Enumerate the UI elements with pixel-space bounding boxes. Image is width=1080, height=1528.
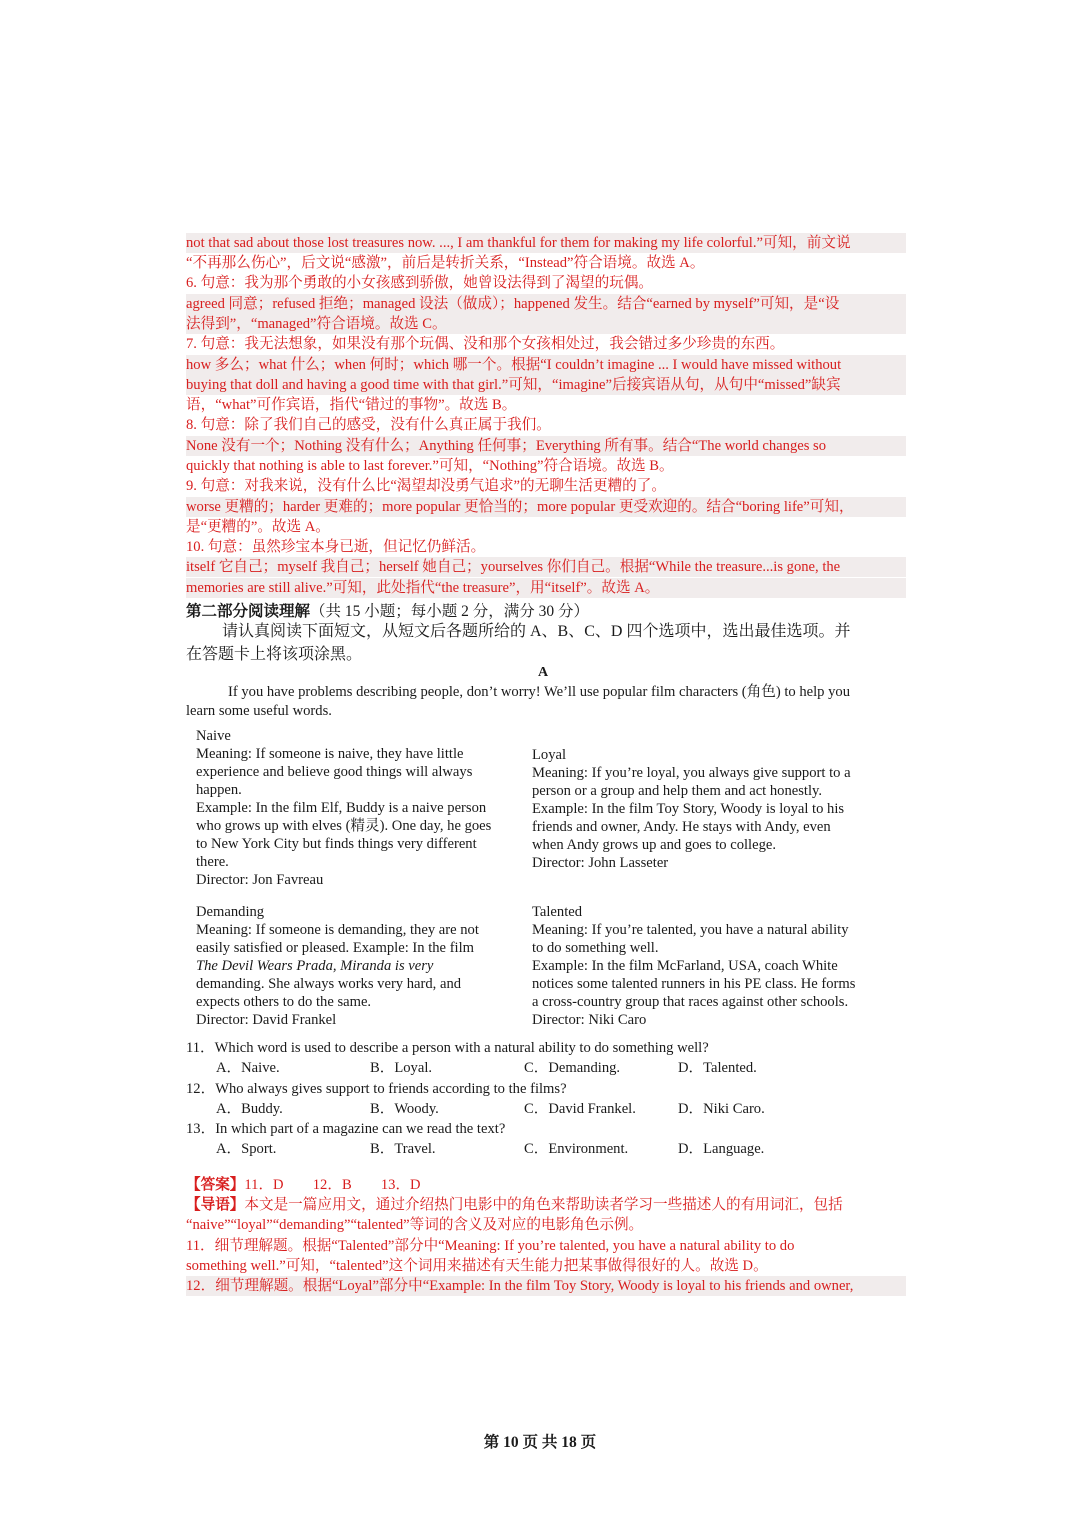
card-line: easily satisfied or pleased. Example: In the film: [196, 940, 475, 956]
option-d: D．Language.: [678, 1141, 765, 1157]
option-a: A．Buddy.: [216, 1101, 283, 1117]
option-a: A．Naive.: [216, 1060, 280, 1076]
card-line: expects others to do the same.: [196, 994, 372, 1010]
question-13-stem: 13．In which part of a magazine can we read the text?: [186, 1121, 506, 1137]
card-line: demanding. She always works very hard, and: [196, 976, 462, 992]
passage-letter: A: [538, 665, 549, 680]
card-line: Example: In the film Elf, Buddy is a naive person: [196, 800, 487, 816]
option-b: B．Woody.: [370, 1101, 439, 1117]
card-talented: [532, 903, 855, 1029]
answer-text: 11．D 12．B 13．D: [244, 1177, 421, 1193]
card-line: there.: [196, 854, 229, 870]
page-number: 第 10 页 共 18 页: [483, 1434, 597, 1451]
explanation-11: something well.”可知，“talented”这个词用来描述有天生能力把某事做得很好的人。故选 D。: [186, 1258, 768, 1274]
card-line: a cross-country group that races against other schools.: [532, 994, 849, 1010]
question-11-stem: 11．Which word is used to describe a person with a natural ability to do something well?: [186, 1040, 709, 1056]
card-line: Meaning: If someone is demanding, they are not: [196, 922, 479, 938]
guide-line: “naive”“loyal”“demanding”“talented”等词的含义及对应的电影角色示例。: [186, 1217, 644, 1233]
question-12-options: [216, 1097, 916, 1118]
explanation-line: None 没有一个；Nothing 没有什么；Anything 任何事；Everything 所有事。结合“The world changes so: [186, 436, 906, 456]
option-b: B．Loyal.: [370, 1060, 433, 1076]
section-title-text: 第二部分阅读理解: [186, 603, 311, 620]
explanation-12: 12．细节理解题。根据“Loyal”部分中“Example: In the film Toy Story, Woody is loyal to his friends and owner,: [186, 1276, 906, 1296]
card-line: Meaning: If someone is naive, they have little: [196, 746, 464, 762]
explanation-line: agreed 同意；refused 拒绝；managed 设法（做成）；happened 发生。结合“earned by myself”可知，是“设: [186, 294, 906, 314]
intro-line: If you have problems describing people, don’t worry! We’ll use popular film characters (角色) to help you: [228, 684, 850, 700]
card-line: when Andy grows up and goes to college.: [532, 837, 776, 853]
explanation-line: not that sad about those lost treasures now. ..., I am thankful for them for making my life colorful.”可知，前文说: [186, 233, 906, 253]
explanation-line: 法得到”，“managed”符合语境。故选 C。: [186, 314, 906, 334]
card-heading: Talented: [532, 904, 583, 920]
card-loyal: [532, 746, 851, 872]
section-note: （共 15 小题；每小题 2 分，满分 30 分）: [310, 603, 590, 620]
guide-label: 【导语】: [186, 1197, 245, 1213]
card-line: Example: In the film Toy Story, Woody is loyal to his: [532, 801, 845, 817]
explanation-line: buying that doll and having a good time with that girl.”可知，“imagine”后接宾语从句，从句中“missed”缺宾: [186, 375, 906, 395]
option-c: C．Demanding.: [524, 1060, 621, 1076]
explanation-line: 10. 句意：虽然珍宝本身已逝，但记忆仍鲜活。: [186, 539, 486, 555]
card-demanding: [196, 903, 479, 1029]
passage-intro: [186, 683, 906, 721]
explanation-line: 语，“what”可作宾语，指代“错过的事物”。故选 B。: [186, 397, 517, 413]
guide-line: [186, 1195, 906, 1215]
question-11-options: [216, 1056, 916, 1077]
explanation-line: itself 它自己；myself 我自己；herself 她自己；yourselves 你们自己。根据“While the treasure...is gone, the: [186, 557, 906, 577]
card-line: who grows up with elves (精灵). One day, he goes: [196, 818, 492, 834]
explanation-line: 8. 句意：除了我们自己的感受，没有什么真正属于我们。: [186, 417, 551, 433]
card-line: Meaning: If you’re talented, you have a natural ability: [532, 922, 849, 938]
explanation-line: quickly that nothing is able to last forever.”可知，“Nothing”符合语境。故选 B。: [186, 458, 674, 474]
card-heading: Demanding: [196, 904, 265, 920]
answer-label: 【答案】: [186, 1177, 245, 1193]
card-line: Director: David Frankel: [196, 1012, 337, 1028]
card-line: person or a group and help them and act honestly.: [532, 783, 823, 799]
card-line: Director: Niki Caro: [532, 1012, 647, 1028]
card-line: friends and owner, Andy. He stays with Andy, even: [532, 819, 831, 835]
card-line: to New York City but finds things very different: [196, 836, 477, 852]
card-naive: [196, 727, 491, 889]
option-c: C．Environment.: [524, 1141, 629, 1157]
answer-line: [186, 1175, 906, 1195]
option-c: C．David Frankel.: [524, 1101, 636, 1117]
question-12-stem: 12．Who always gives support to friends according to the films?: [186, 1081, 567, 1097]
card-heading: Naive: [196, 728, 231, 744]
option-d: D．Talented.: [678, 1060, 757, 1076]
instruction-line: 在答题卡上将该项涂黑。: [186, 646, 363, 663]
card-line: The Devil Wears Prada, Miranda is very: [196, 958, 434, 974]
card-line: Example: In the film McFarland, USA, coach White: [532, 958, 838, 974]
card-line: experience and believe good things will always: [196, 764, 473, 780]
intro-line: learn some useful words.: [186, 703, 332, 719]
explanation-line: how 多么；what 什么；when 何时；which 哪一个。根据“I couldn’t imagine ... I would have missed without: [186, 355, 906, 375]
explanation-line: 6. 句意：我为那个勇敢的小女孩感到骄傲，她曾设法得到了渴望的玩偶。: [186, 275, 654, 291]
explanation-line: “不再那么伤心”，后文说“感激”，前后是转折关系，“Instead”符合语境。故选 A。: [186, 255, 705, 271]
explanation-line: memories are still alive.”可知，此处指代“the treasure”，用“itself”。故选 A。: [186, 578, 906, 598]
card-line: happen.: [196, 782, 242, 798]
section-instruction: [186, 620, 906, 666]
option-d: D．Niki Caro.: [678, 1101, 765, 1117]
explanation-line: 是“更糟的”。故选 A。: [186, 519, 330, 535]
card-heading: Loyal: [532, 747, 567, 763]
card-line: notices some talented runners in his PE class. He forms: [532, 976, 856, 992]
section-title: [186, 599, 589, 621]
question-13-options: [216, 1137, 916, 1158]
explanation-line: 9. 句意：对我来说，没有什么比“渴望却没勇气追求”的无聊生活更糟的了。: [186, 478, 666, 494]
instruction-line: 请认真阅读下面短文，从短文后各题所给的 A、B、C、D 四个选项中，选出最佳选项。并: [222, 623, 851, 640]
card-line: to do something well.: [532, 940, 659, 956]
guide-text: 本文是一篇应用文，通过介绍热门电影中的角色来帮助读者学习一些描述人的有用词汇，包括: [244, 1197, 843, 1213]
explanation-11: 11．细节理解题。根据“Talented”部分中“Meaning: If you’re talented, you have a natural ability to do: [186, 1238, 795, 1254]
card-line: Director: John Lasseter: [532, 855, 669, 871]
card-line: Meaning: If you’re loyal, you always give support to a: [532, 765, 851, 781]
card-line: Director: Jon Favreau: [196, 872, 324, 888]
explanation-line: 7. 句意：我无法想象，如果没有那个玩偶、没和那个女孩相处过，我会错过多少珍贵的东西。: [186, 336, 785, 352]
option-a: A．Sport.: [216, 1141, 277, 1157]
option-b: B．Travel.: [370, 1141, 436, 1157]
explanation-line: worse 更糟的；harder 更难的；more popular 更恰当的；more popular 更受欢迎的。结合“boring life”可知，: [186, 497, 906, 517]
